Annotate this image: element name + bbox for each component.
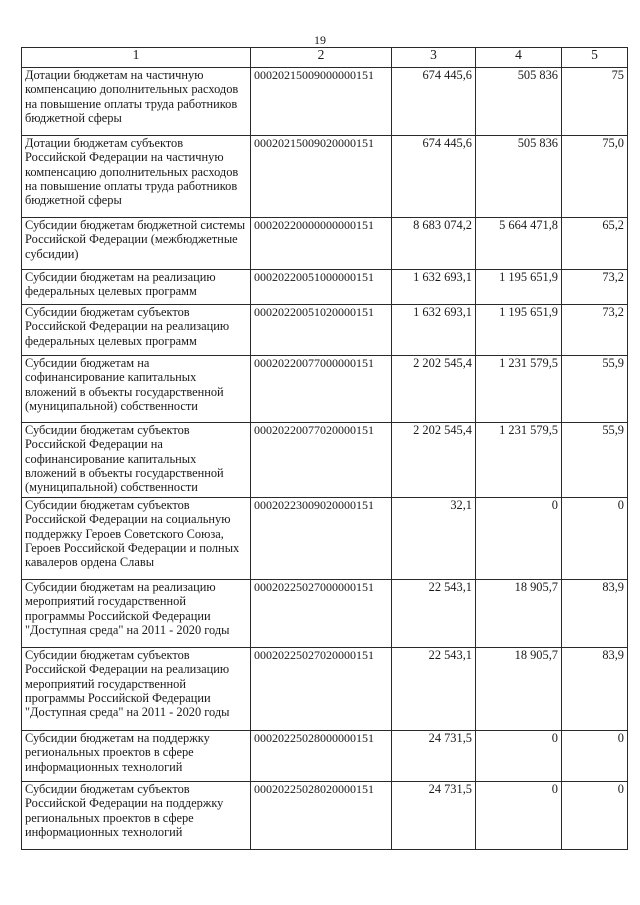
column-header-1: 1 (22, 48, 251, 68)
row-col5: 55,9 (562, 356, 628, 423)
row-col5: 0 (562, 782, 628, 850)
row-col5: 73,2 (562, 305, 628, 356)
row-col4: 1 195 651,9 (476, 305, 562, 356)
row-code: 00020223009020000151 (251, 498, 392, 580)
row-name: Субсидии бюджетам на софинансирование капитальных вложений в объекты государственной (муниципальной) собственности (22, 356, 251, 423)
row-name: Субсидии бюджетам субъектов Российской Федерации на поддержку региональных проектов в сфере информационных технологий (22, 782, 251, 850)
row-name: Субсидии бюджетам бюджетной системы Российской Федерации (межбюджетные субсидии) (22, 218, 251, 270)
table-row (22, 305, 628, 356)
row-col3: 2 202 545,4 (392, 356, 476, 423)
row-col3: 22 543,1 (392, 648, 476, 731)
row-code: 00020225028020000151 (251, 782, 392, 850)
row-name: Субсидии бюджетам субъектов Российской Федерации на софинансирование капитальных вложений в объекты государственной (муниципальной) собственности (22, 423, 251, 498)
column-header-5: 5 (562, 48, 628, 68)
row-col5: 0 (562, 498, 628, 580)
row-code: 00020225027000000151 (251, 580, 392, 648)
table-row (22, 731, 628, 782)
row-col3: 674 445,6 (392, 68, 476, 136)
row-col5: 75 (562, 68, 628, 136)
row-col4: 505 836 (476, 68, 562, 136)
row-col3: 1 632 693,1 (392, 305, 476, 356)
row-col3: 22 543,1 (392, 580, 476, 648)
column-header-3: 3 (392, 48, 476, 68)
row-col3: 24 731,5 (392, 782, 476, 850)
row-name: Дотации бюджетам субъектов Российской Федерации на частичную компенсацию дополнительных расходов на повышение оплаты труда работников бюджетной сферы (22, 136, 251, 218)
row-code: 00020215009000000151 (251, 68, 392, 136)
row-code: 00020225028000000151 (251, 731, 392, 782)
row-name: Дотации бюджетам на частичную компенсацию дополнительных расходов на повышение оплаты труда работников бюджетной сферы (22, 68, 251, 136)
column-header-4: 4 (476, 48, 562, 68)
row-name: Субсидии бюджетам на поддержку региональных проектов в сфере информационных технологий (22, 731, 251, 782)
column-header-2: 2 (251, 48, 392, 68)
row-code: 00020225027020000151 (251, 648, 392, 731)
table-row (22, 68, 628, 136)
table-row (22, 498, 628, 580)
table-row (22, 648, 628, 731)
row-col4: 1 231 579,5 (476, 423, 562, 498)
table-row (22, 218, 628, 270)
row-col5: 75,0 (562, 136, 628, 218)
row-col4: 1 195 651,9 (476, 270, 562, 305)
row-code: 00020220077020000151 (251, 423, 392, 498)
page-number: 19 (314, 33, 326, 47)
row-col4: 1 231 579,5 (476, 356, 562, 423)
row-col3: 2 202 545,4 (392, 423, 476, 498)
row-col5: 73,2 (562, 270, 628, 305)
row-col4: 0 (476, 731, 562, 782)
row-code: 00020220051000000151 (251, 270, 392, 305)
table-header-row (22, 48, 628, 68)
row-code: 00020220051020000151 (251, 305, 392, 356)
row-col3: 24 731,5 (392, 731, 476, 782)
row-col5: 65,2 (562, 218, 628, 270)
row-name: Субсидии бюджетам субъектов Российской Федерации на социальную поддержку Героев Советского Союза, Героев Российской Федерации и полных кавалеров ордена Славы (22, 498, 251, 580)
row-col4: 18 905,7 (476, 648, 562, 731)
row-col4: 5 664 471,8 (476, 218, 562, 270)
budget-table (21, 47, 628, 850)
table-row (22, 136, 628, 218)
row-col3: 32,1 (392, 498, 476, 580)
row-col4: 18 905,7 (476, 580, 562, 648)
row-col5: 55,9 (562, 423, 628, 498)
row-col5: 0 (562, 731, 628, 782)
row-col4: 505 836 (476, 136, 562, 218)
table-row (22, 270, 628, 305)
row-code: 00020220000000000151 (251, 218, 392, 270)
row-col3: 1 632 693,1 (392, 270, 476, 305)
row-name: Субсидии бюджетам субъектов Российской Федерации на реализацию федеральных целевых программ (22, 305, 251, 356)
row-code: 00020220077000000151 (251, 356, 392, 423)
row-name: Субсидии бюджетам субъектов Российской Федерации на реализацию мероприятий государственной программы Российской Федерации "Доступная среда" на 2011 - 2020 годы (22, 648, 251, 731)
table-row (22, 580, 628, 648)
row-name: Субсидии бюджетам на реализацию мероприятий государственной программы Российской Федерации "Доступная среда" на 2011 - 2020 годы (22, 580, 251, 648)
row-col5: 83,9 (562, 648, 628, 731)
row-col5: 83,9 (562, 580, 628, 648)
table-row (22, 356, 628, 423)
table-row (22, 782, 628, 850)
row-code: 00020215009020000151 (251, 136, 392, 218)
row-col4: 0 (476, 498, 562, 580)
row-col3: 674 445,6 (392, 136, 476, 218)
row-col4: 0 (476, 782, 562, 850)
row-name: Субсидии бюджетам на реализацию федеральных целевых программ (22, 270, 251, 305)
table-row (22, 423, 628, 498)
row-col3: 8 683 074,2 (392, 218, 476, 270)
